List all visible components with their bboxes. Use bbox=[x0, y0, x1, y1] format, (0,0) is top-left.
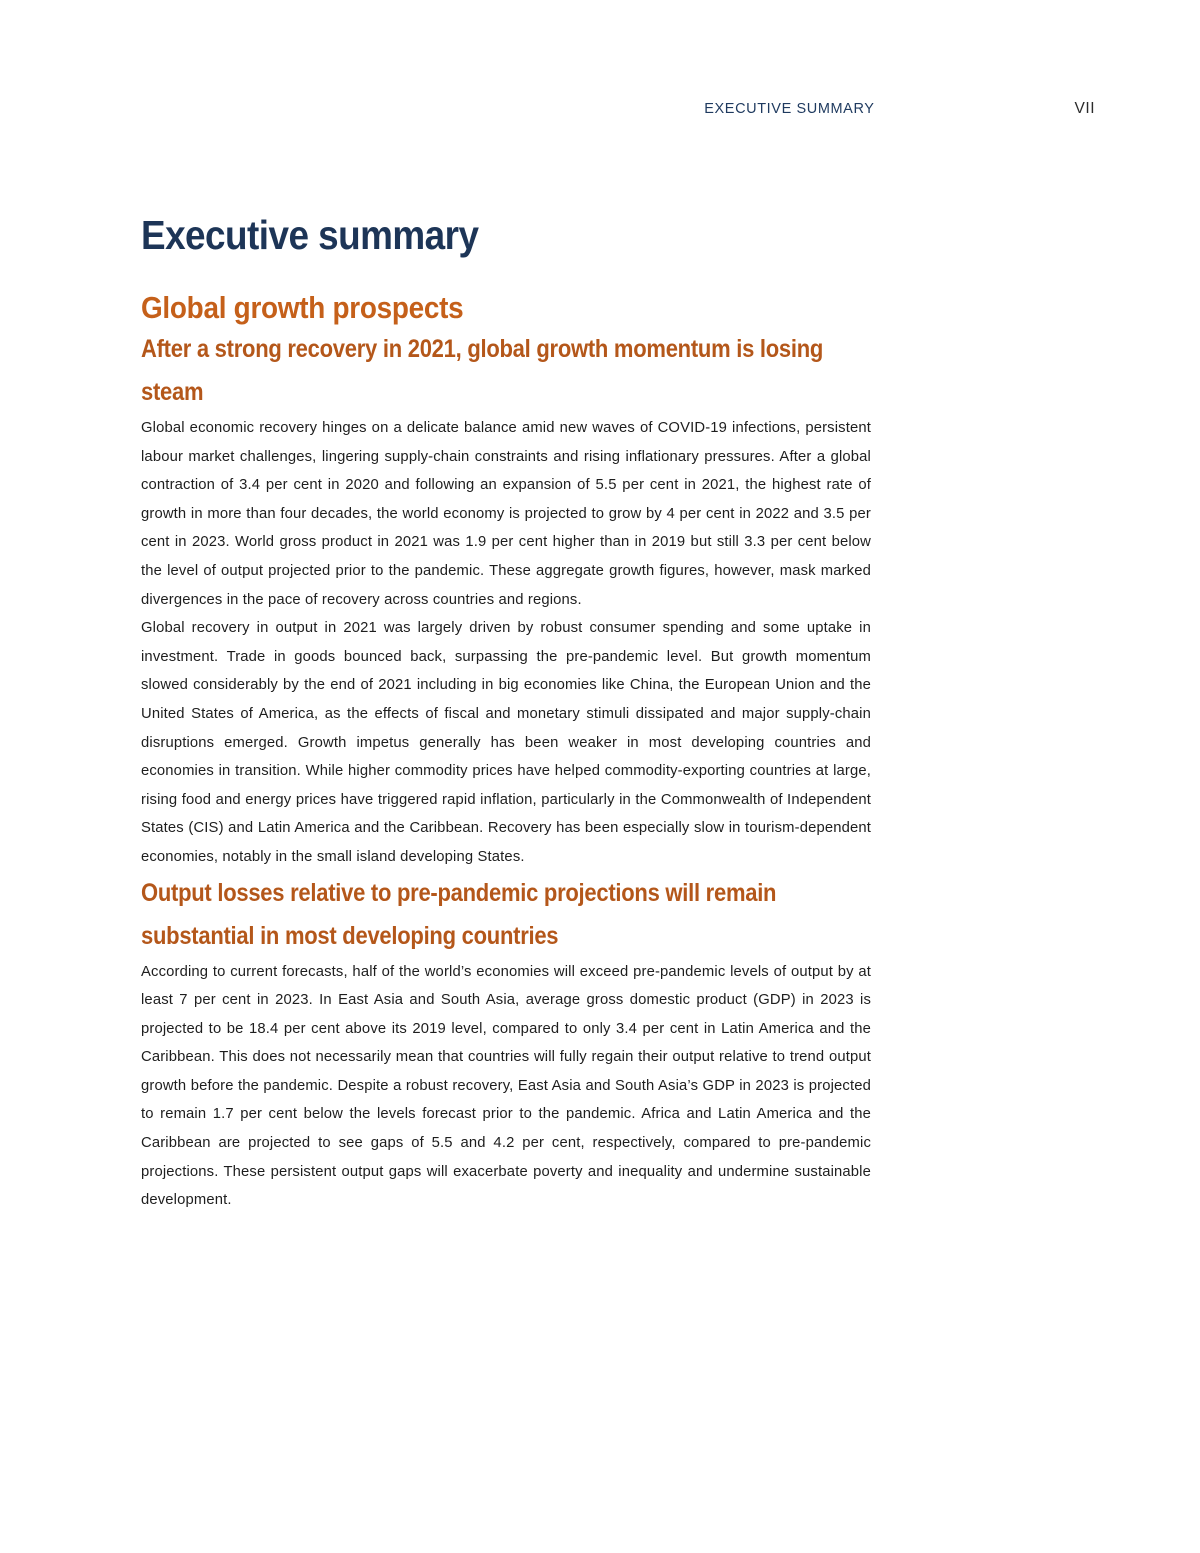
page-title: Executive summary bbox=[141, 212, 479, 258]
main-content bbox=[141, 208, 871, 1215]
section-title: Global growth prospects bbox=[141, 290, 464, 325]
subsection-title: After a strong recovery in 2021, global growth momentum is losing steam bbox=[141, 335, 824, 406]
body-paragraph: Global recovery in output in 2021 was largely driven by robust consumer spending and some uptake in investment. Trade in goods bounced back, surpassing the pre-pandemic level. But growth momentum slowed considerably by the end of 2021 including in big economies like China, the European Union and the United States of America, as the effects of fiscal and monetary stimuli dissipated and major supply-chain disruptions emerged. Growth impetus generally has been weaker in most developing countries and economies in transition. While higher commodity prices have helped commodity-exporting countries at large, rising food and energy prices have triggered rapid inflation, particularly in the Commonwealth of Independent States (CIS) and Latin America and the Caribbean. Recovery has been especially slow in tourism-dependent economies, notably in the small island developing States. bbox=[141, 620, 871, 865]
running-header bbox=[704, 100, 1095, 118]
running-title: EXECUTIVE SUMMARY bbox=[704, 101, 875, 117]
page-number: VII bbox=[1074, 100, 1095, 117]
subsection-title: Output losses relative to pre-pandemic projections will remain substantial in most developing countries bbox=[141, 878, 777, 950]
body-paragraph: Global economic recovery hinges on a delicate balance amid new waves of COVID-19 infections, persistent labour market challenges, lingering supply-chain constraints and rising inflationary pressures. After a global contraction of 3.4 per cent in 2020 and following an expansion of 5.5 per cent in 2021, the highest rate of growth in more than four decades, the world economy is projected to grow by 4 per cent in 2022 and 3.5 per cent in 2023. World gross product in 2021 was 1.9 per cent higher than in 2019 but still 3.3 per cent below the level of output projected prior to the pandemic. These aggregate growth figures, however, mask marked divergences in the pace of recovery across countries and regions. bbox=[141, 420, 871, 608]
body-paragraph: According to current forecasts, half of the world’s economies will exceed pre-pandemic levels of output by at least 7 per cent in 2023. In East Asia and South Asia, average gross domestic product (GDP) in 2023 is projected to be 18.4 per cent above its 2019 level, compared to only 3.4 per cent in Latin America and the Caribbean. This does not necessarily mean that countries will fully regain their output relative to trend output growth before the pandemic. Despite a robust recovery, East Asia and South Asia’s GDP in 2023 is projected to remain 1.7 per cent below the levels forecast prior to the pandemic. Africa and Latin America and the Caribbean are projected to see gaps of 5.5 and 4.2 per cent, respectively, compared to pre-pandemic projections. These persistent output gaps will exacerbate poverty and inequality and undermine sustainable development. bbox=[141, 963, 871, 1209]
